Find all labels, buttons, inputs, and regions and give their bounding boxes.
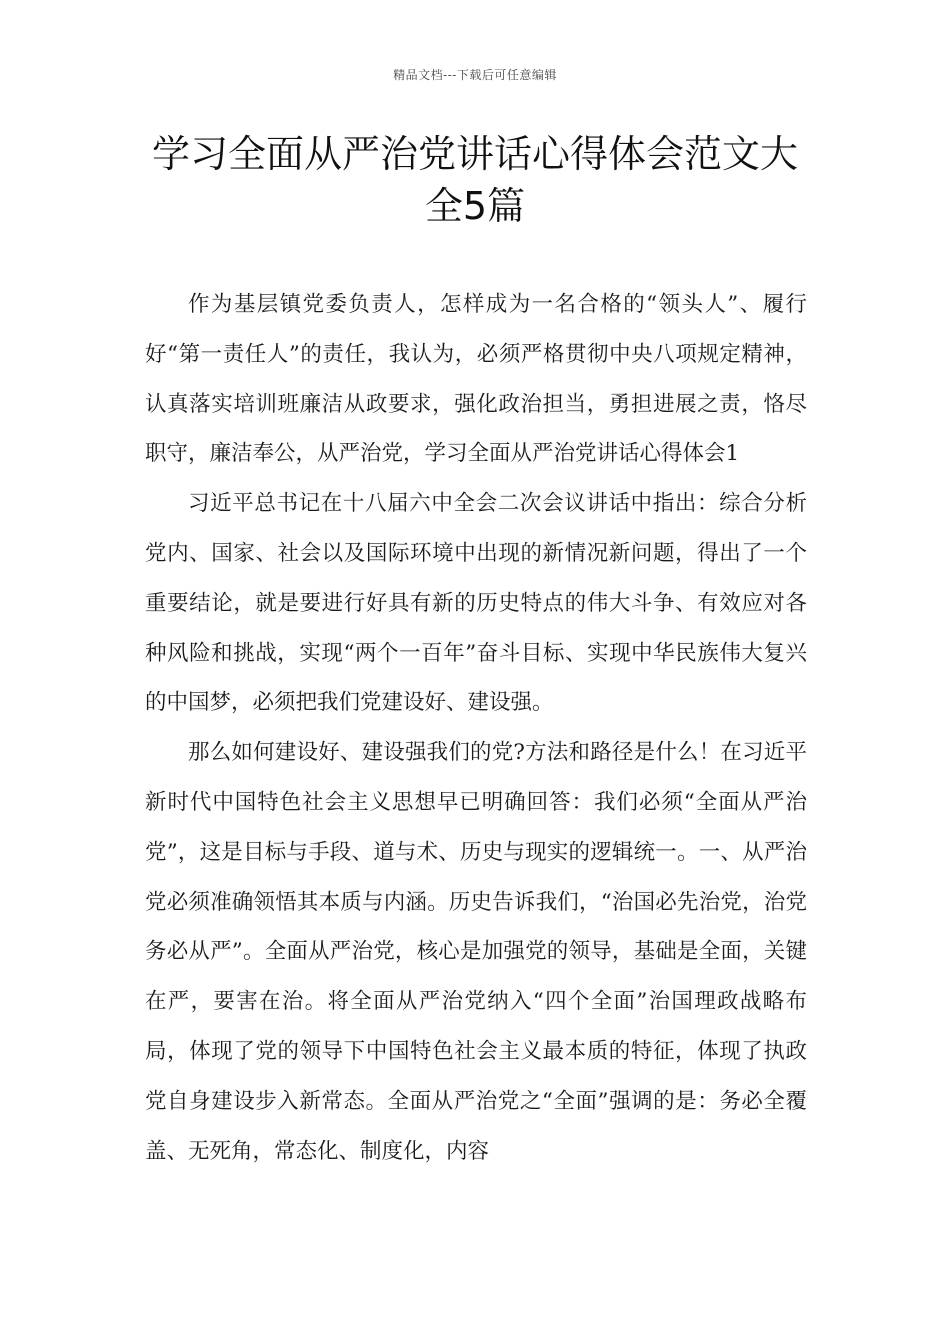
title-line-2: 全5篇 [424,184,526,228]
paragraph-1: 作为基层镇党委负责人，怎样成为一名合格的“领头人”、履行好“第一责任人”的责任，我认为，必须严格贯彻中央八项规定精神，认真落实培训班廉洁从政要求，强化政治担当，勇担进展之责，恪尽职守，廉洁奉公，从严治党，学习全面从严治党讲话心得体会1 [145,292,807,467]
document-body [145,280,807,1176]
paragraph-2: 习近平总书记在十八届六中全会二次会议讲话中指出：综合分析党内、国家、社会以及国际环境中出现的新情况新问题，得出了一个重要结论，就是要进行好具有新的历史特点的伟大斗争、有效应对各种风险和挑战，实现“两个一百年”奋斗目标、实现中华民族伟大复兴的中国梦，必须把我们党建设好、建设强。 [145,491,807,716]
title-line-1: 学习全面从严治党讲话心得体会范文大 [151,132,798,176]
document-title [120,128,830,232]
paragraph-3: 那么如何建设好、建设强我们的党?方法和路径是什么！在习近平新时代中国特色社会主义思想早已明确回答：我们必须“全面从严治党”，这是目标与手段、道与术、历史与现实的逻辑统一。一、从严治党必须准确领悟其本质与内涵。历史告诉我们，“治国必先治党，治党务必从严”。全面从严治党，核心是加强党的领导，基础是全面，关键在严，要害在治。将全面从严治党纳入“四个全面”治国理政战略布局，体现了党的领导下中国特色社会主义最本质的特征，体现了执政党自身建设步入新常态。全面从严治党之“全面”强调的是：务必全覆盖、无死角，常态化、制度化，内容 [145,740,807,1164]
header-note: 精品文档---下载后可任意编辑 [393,68,557,82]
